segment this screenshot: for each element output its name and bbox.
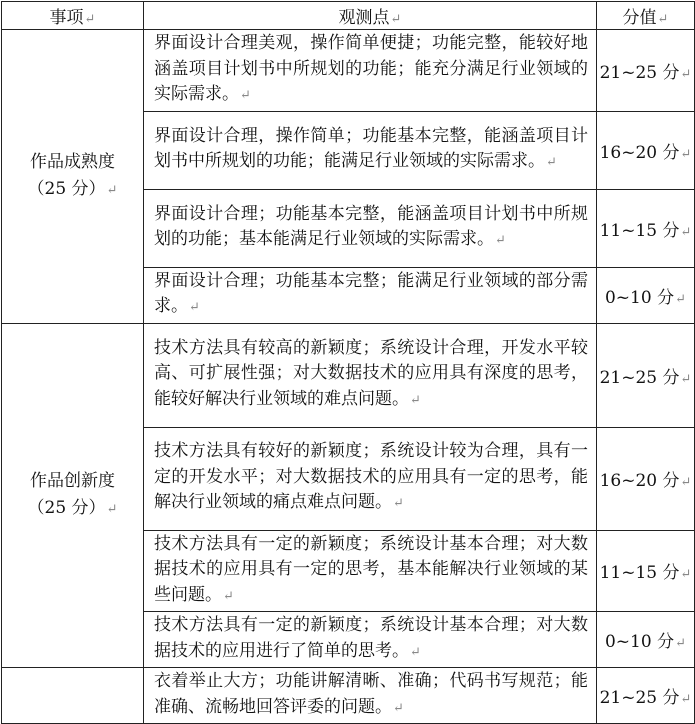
score-cell: 0~10 分↵ — [597, 267, 695, 323]
score-cell: 21~25 分↵ — [597, 30, 695, 112]
table-row — [2, 323, 695, 427]
observation-text: 技术方法具有一定的新颖度；系统设计基本合理；对大数据技术的应用具有一定的思考，基本能解决行业领域的某些问题。↵ — [144, 530, 597, 612]
item-points: （25 分）↵ — [27, 497, 118, 518]
score-cell: 11~15 分↵ — [597, 189, 695, 267]
item-title: 作品创新度 — [30, 470, 115, 491]
observation-text: 衣着举止大方；功能讲解清晰、准确；代码书写规范；能准确、流畅地回答评委的问题。↵ — [144, 668, 597, 724]
observation-text: 技术方法具有一定的新颖度；系统设计基本合理；对大数据技术的应用进行了简单的思考。↵ — [144, 612, 597, 668]
observation-text: 界面设计合理；功能基本完整；能满足行业领域的部分需求。↵ — [144, 267, 597, 323]
item-cell-maturity — [2, 30, 144, 324]
header-score: 分值↵ — [597, 2, 695, 30]
table-header-row — [2, 2, 695, 30]
observation-text: 技术方法具有较好的新颖度；系统设计较为合理，具有一定的开发水平；对大数据技术的应用具有一定的思考，能解决行业领域的痛点难点问题。↵ — [144, 427, 597, 530]
item-title: 作品成熟度 — [30, 151, 115, 172]
scoring-rubric-table — [1, 1, 695, 724]
table-row — [2, 30, 695, 112]
score-cell: 16~20 分↵ — [597, 111, 695, 189]
header-points: 观测点↵ — [144, 2, 597, 30]
item-points: （25 分）↵ — [27, 178, 118, 199]
observation-text: 界面设计合理；功能基本完整，能涵盖项目计划书中所规划的功能；基本能满足行业领域的实际需求。↵ — [144, 189, 597, 267]
score-cell: 21~25 分↵ — [597, 668, 695, 724]
score-cell: 11~15 分↵ — [597, 530, 695, 612]
item-cell-innovation — [2, 323, 144, 668]
observation-text: 界面设计合理，操作简单；功能基本完整，能涵盖项目计划书中所规划的功能；能满足行业领域的实际需求。↵ — [144, 111, 597, 189]
observation-text: 技术方法具有较高的新颖度；系统设计合理，开发水平较高、可扩展性强；对大数据技术的应用具有深度的思考，能较好解决行业领域的难点问题。↵ — [144, 323, 597, 427]
observation-text: 界面设计合理美观，操作简单便捷；功能完整，能较好地涵盖项目计划书中所规划的功能；能充分满足行业领域的实际需求。↵ — [144, 30, 597, 112]
score-cell: 16~20 分↵ — [597, 427, 695, 530]
score-cell: 21~25 分↵ — [597, 323, 695, 427]
item-cell-presentation — [2, 668, 144, 724]
table-row — [2, 668, 695, 724]
header-item: 事项↵ — [2, 2, 144, 30]
score-cell: 0~10 分↵ — [597, 612, 695, 668]
